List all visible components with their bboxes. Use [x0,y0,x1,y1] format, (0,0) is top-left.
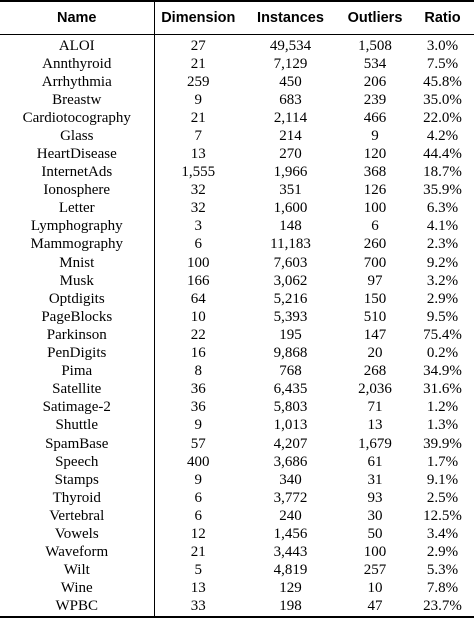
cell-name: Letter [0,199,154,217]
table-row [0,163,474,181]
cell-name: Shuttle [0,416,154,434]
cell-ratio: 2.5% [426,489,459,506]
table-row [0,344,474,362]
cell-ratio: 9.5% [426,308,459,325]
cell-instances: 5,803 [273,399,308,416]
cell-instances: 195 [279,326,302,343]
table-row [0,380,474,398]
cell-dimension: 21 [190,55,206,72]
cell-outliers: 700 [363,254,387,271]
cell-dimension: 6 [194,507,202,524]
cell-ratio: 2.9% [426,290,459,307]
cell-ratio: 23.7% [411,597,474,617]
cell-dimension: 32 [190,200,206,217]
cell-dimension: 27 [190,37,206,54]
cell-ratio: 5.3% [426,562,459,579]
table-row [0,308,474,326]
cell-instances: 4,207 [273,435,308,452]
cell-outliers: 6 [371,218,379,235]
cell-instances: 450 [279,73,302,90]
cell-outliers: 206 [363,73,387,90]
cell-dimension: 21 [190,544,206,561]
cell-dimension: 32 [190,182,206,199]
table-row [0,217,474,235]
cell-ratio: 1.7% [426,453,459,470]
cell-instances: 11,183 [270,236,311,253]
table-row [0,272,474,290]
cell-ratio: 9.1% [426,471,459,488]
cell-instances: 198 [242,597,339,617]
cell-outliers: 93 [367,489,383,506]
table-row [0,398,474,416]
cell-name: Mnist [0,254,154,272]
table-row [0,55,474,73]
cell-name: ALOI [0,34,154,55]
cell-outliers: 239 [363,91,387,108]
cell-ratio: 7.5% [426,55,459,72]
cell-dimension: 9 [194,91,202,108]
cell-dimension: 57 [190,435,206,452]
cell-name: Ionosphere [0,181,154,199]
cell-name: Optdigits [0,290,154,308]
cell-dimension: 166 [187,272,210,289]
cell-dimension: 16 [190,345,206,362]
cell-instances: 1,600 [273,200,308,217]
table-row [0,471,474,489]
cell-name: PageBlocks [0,308,154,326]
cell-outliers: 268 [363,363,387,380]
table-row [0,91,474,109]
cell-name: Thyroid [0,489,154,507]
cell-instances: 351 [279,182,302,199]
cell-name: Wine [0,579,154,597]
cell-outliers: 71 [367,399,383,416]
cell-outliers: 61 [367,453,383,470]
cell-ratio: 34.9% [423,363,462,380]
cell-instances: 3,686 [273,453,308,470]
cell-outliers: 120 [363,146,387,163]
cell-ratio: 1.2% [426,399,459,416]
table-row [0,543,474,561]
cell-outliers: 147 [363,326,387,343]
cell-outliers: 534 [363,55,387,72]
cell-instances: 5,393 [273,308,308,325]
cell-ratio: 2.3% [426,236,459,253]
table-row [0,561,474,579]
table-row [0,290,474,308]
header-name: Name [0,1,154,34]
cell-outliers: 257 [363,562,387,579]
cell-dimension: 33 [154,597,242,617]
cell-dimension: 36 [190,381,206,398]
table-row [0,597,474,617]
cell-ratio: 9.2% [426,254,459,271]
cell-dimension: 8 [194,363,202,380]
cell-dimension: 64 [190,290,206,307]
cell-name: Lymphography [0,217,154,235]
cell-ratio: 4.2% [426,127,459,144]
header-dimension: Dimension [154,1,242,34]
cell-outliers: 97 [367,272,383,289]
cell-outliers: 466 [363,109,387,126]
cell-name: PenDigits [0,344,154,362]
cell-name: Arrhythmia [0,73,154,91]
cell-dimension: 13 [190,580,206,597]
table-row [0,416,474,434]
cell-ratio: 44.4% [423,146,462,163]
cell-dimension: 9 [194,417,202,434]
header-outliers: Outliers [339,1,411,34]
cell-dimension: 7 [194,127,202,144]
cell-instances: 3,062 [273,272,308,289]
table-row [0,453,474,471]
cell-outliers: 10 [367,580,383,597]
cell-dimension: 5 [194,562,202,579]
cell-outliers: 30 [367,507,383,524]
table-row [0,362,474,380]
cell-ratio: 18.7% [423,164,462,181]
cell-name: Satellite [0,380,154,398]
cell-dimension: 400 [187,453,210,470]
cell-name: HeartDisease [0,145,154,163]
cell-dimension: 36 [190,399,206,416]
cell-ratio: 0.2% [426,345,459,362]
cell-ratio: 12.5% [423,507,462,524]
cell-outliers: 150 [363,290,387,307]
table-row [0,199,474,217]
table-row [0,181,474,199]
table-row [0,145,474,163]
cell-ratio: 35.9% [423,182,462,199]
table-row [0,434,474,452]
cell-instances: 49,534 [269,37,312,54]
cell-dimension: 10 [190,308,206,325]
table-body [0,34,474,617]
table-row [0,34,474,55]
table-row [0,127,474,145]
table-row [0,326,474,344]
cell-instances: 7,603 [273,254,308,271]
cell-ratio: 31.6% [423,381,462,398]
cell-ratio: 22.0% [423,109,462,126]
cell-outliers: 9 [371,127,379,144]
cell-dimension: 100 [187,254,210,271]
cell-instances: 214 [279,127,302,144]
cell-ratio: 45.8% [423,73,462,90]
table-row [0,235,474,253]
cell-name: Glass [0,127,154,145]
cell-name: Annthyroid [0,55,154,73]
cell-instances: 129 [279,580,302,597]
cell-outliers: 1,508 [358,37,392,54]
table-row [0,73,474,91]
cell-name: SpamBase [0,434,154,452]
cell-instances: 340 [279,471,302,488]
cell-dimension: 3 [194,218,202,235]
cell-dimension: 12 [190,525,206,542]
cell-ratio: 3.2% [426,272,459,289]
cell-ratio: 2.9% [426,544,459,561]
cell-ratio: 75.4% [423,326,462,343]
cell-outliers: 100 [363,544,387,561]
cell-name: Mammography [0,235,154,253]
cell-instances: 7,129 [273,55,308,72]
cell-ratio: 35.0% [423,91,462,108]
cell-instances: 240 [279,507,302,524]
cell-instances: 768 [279,363,302,380]
cell-dimension: 9 [194,471,202,488]
cell-ratio: 6.3% [426,200,459,217]
cell-ratio: 7.8% [426,580,459,597]
cell-outliers: 47 [339,597,411,617]
cell-dimension: 21 [190,109,206,126]
cell-instances: 5,216 [273,290,308,307]
cell-dimension: 13 [190,146,206,163]
table-row [0,507,474,525]
cell-instances: 148 [279,218,302,235]
cell-outliers: 20 [367,345,383,362]
cell-name: Speech [0,453,154,471]
cell-instances: 3,772 [273,489,308,506]
cell-ratio: 3.0% [426,37,459,54]
cell-dimension: 1,555 [181,164,216,181]
cell-name: Pima [0,362,154,380]
cell-instances: 1,013 [273,417,308,434]
cell-name: WPBC [0,597,154,617]
cell-instances: 3,443 [273,544,308,561]
cell-outliers: 31 [367,471,383,488]
header-ratio: Ratio [411,1,474,34]
cell-ratio: 39.9% [423,435,462,452]
cell-outliers: 126 [363,182,387,199]
cell-name: Cardiotocography [0,109,154,127]
table-row [0,525,474,543]
header-row [0,1,474,34]
cell-name: Vowels [0,525,154,543]
cell-instances: 683 [279,91,302,108]
cell-outliers: 13 [367,417,383,434]
cell-ratio: 3.4% [426,525,459,542]
cell-name: Parkinson [0,326,154,344]
cell-name: Musk [0,272,154,290]
cell-outliers: 1,679 [358,435,392,452]
cell-outliers: 100 [363,200,387,217]
table-header [0,1,474,34]
cell-name: Waveform [0,543,154,561]
cell-name: Satimage-2 [0,398,154,416]
cell-instances: 9,868 [273,345,308,362]
cell-instances: 2,114 [273,109,308,126]
cell-dimension: 6 [194,236,202,253]
table-row [0,109,474,127]
cell-name: Wilt [0,561,154,579]
header-instances: Instances [242,1,339,34]
cell-outliers: 2,036 [358,381,392,398]
cell-dimension: 259 [187,73,210,90]
cell-instances: 6,435 [273,381,308,398]
cell-instances: 270 [279,146,302,163]
cell-instances: 1,966 [273,164,308,181]
cell-dimension: 6 [194,489,202,506]
cell-name: Vertebral [0,507,154,525]
cell-dimension: 22 [190,326,206,343]
cell-instances: 4,819 [273,562,308,579]
table-row [0,254,474,272]
cell-name: Stamps [0,471,154,489]
cell-ratio: 1.3% [426,417,459,434]
cell-outliers: 50 [367,525,383,542]
cell-ratio: 4.1% [426,218,459,235]
cell-outliers: 510 [363,308,387,325]
cell-instances: 1,456 [273,525,308,542]
cell-outliers: 368 [363,164,387,181]
table-row [0,489,474,507]
table-row [0,579,474,597]
cell-outliers: 260 [363,236,387,253]
cell-name: InternetAds [0,163,154,181]
cell-name: Breastw [0,91,154,109]
